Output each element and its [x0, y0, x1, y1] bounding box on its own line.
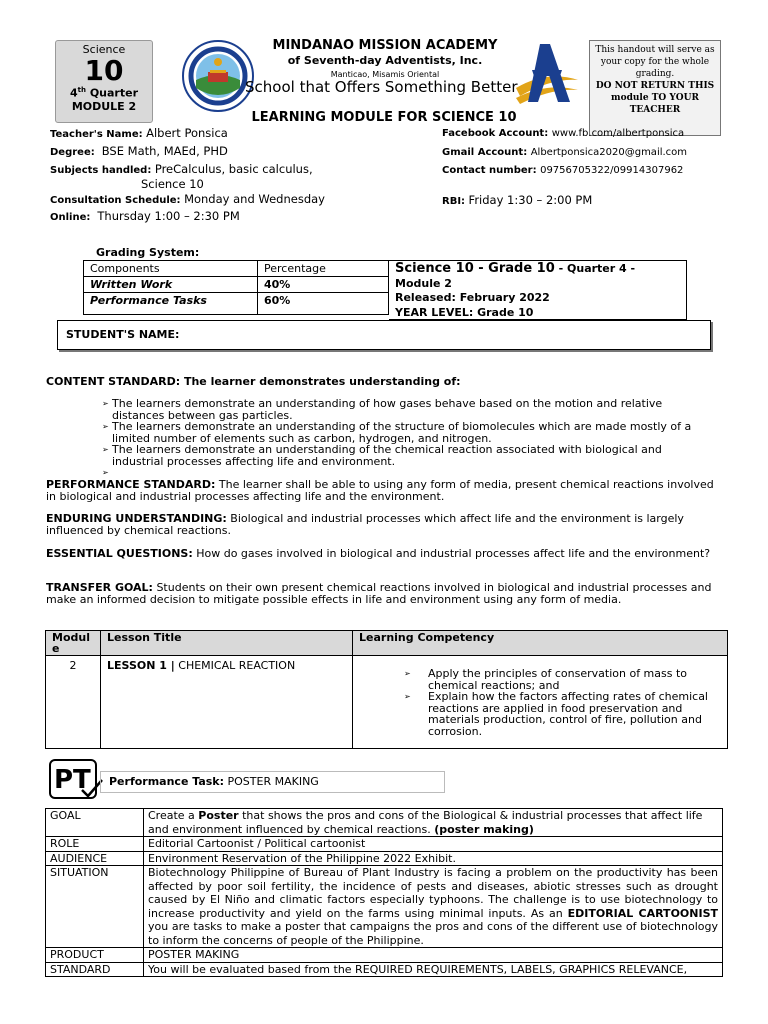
grasps-audience: Environment Reservation of the Philippine 2022 Exhibit. — [144, 851, 723, 866]
table-row — [46, 866, 723, 948]
content-standard-list — [102, 398, 712, 478]
consultation-row: Consultation Schedule: Monday and Wednesday — [50, 192, 325, 206]
table-row — [46, 948, 723, 963]
performance-task-box: Performance Task: POSTER MAKING — [100, 771, 445, 793]
badge-subject: Science — [82, 43, 126, 56]
release-year-level: YEAR LEVEL: Grade 10 — [395, 305, 534, 319]
table-row — [46, 962, 723, 977]
grading-label: Grading System: — [96, 246, 200, 259]
table-header: Lesson Title — [101, 631, 353, 656]
svg-text:PT: PT — [54, 765, 91, 795]
facebook-link[interactable]: www.fb.com/albertponsica — [551, 128, 685, 139]
school-location: Manticao, Misamis Oriental — [330, 70, 440, 79]
transfer-goal: TRANSFER GOAL: Students on their own present chemical reactions involved in biological and industrial processes and make an informed decision to mitigate possible effects in life and environment using any form of media. — [46, 581, 712, 606]
badge-quarter: 4th Quarter — [69, 86, 138, 100]
release-date: Released: February 2022 — [395, 291, 550, 304]
competency-list — [404, 668, 721, 737]
essential-questions: ESSENTIAL QUESTIONS: How do gases involved in biological and industrial processes affect life and the environment? — [46, 547, 711, 560]
table-header: Learning Competency — [353, 631, 728, 656]
badge-grade: 10 — [84, 54, 124, 87]
facebook-row: Facebook Account: www.fb.com/albertponsica — [442, 128, 685, 139]
school-org: of Seventh-day Adventists, Inc. — [287, 54, 483, 67]
table-row — [46, 656, 728, 749]
note-line2: DO NOT RETURN THIS module TO YOUR TEACHER — [595, 81, 715, 115]
grasps-key: GOAL — [46, 809, 144, 837]
grading-header-row — [84, 261, 389, 277]
grade-badge — [55, 40, 153, 123]
content-standard-heading: CONTENT STANDARD: The learner demonstrates understanding of: — [46, 375, 461, 388]
performance-task-icon — [48, 758, 104, 800]
grading-row — [84, 277, 389, 293]
grasps-key: AUDIENCE — [46, 851, 144, 866]
note-line1: This handout will serve as your copy for the whole grading. — [595, 45, 715, 79]
grading-cell: 40% — [258, 277, 389, 293]
grading-cell: 60% — [258, 293, 389, 315]
grading-cell: Written Work — [84, 277, 258, 293]
list-item: ➢ The learners demonstrate an understanding of the structure of biomolecules which are made mostly of a limited number of elements such as carbon, hydrogen, and nitrogen. — [102, 421, 712, 444]
adventist-logo — [512, 40, 582, 110]
rbi-row: RBI: Friday 1:30 – 2:00 PM — [442, 193, 593, 207]
module-title: LEARNING MODULE FOR SCIENCE 10 — [251, 110, 517, 125]
online-row: Online: Thursday 1:00 – 2:30 PM — [50, 209, 240, 223]
lesson-table — [45, 630, 728, 749]
list-item: ➢ The learners demonstrate an understanding of how gases behave based on the motion and relative distances between gas particles. — [102, 398, 712, 421]
list-item: ➢ The learners demonstrate an understanding of the chemical reaction associated with biological and industrial processes affecting life and environment. — [102, 444, 712, 467]
student-name-box[interactable] — [57, 320, 711, 350]
lesson-title-cell: LESSON 1 | CHEMICAL REACTION — [101, 656, 353, 749]
subjects-line2: Science 10 — [141, 177, 204, 191]
gmail-row: Gmail Account: Albertponsica2020@gmail.com — [442, 147, 688, 158]
grasps-product: POSTER MAKING — [144, 948, 723, 963]
list-item — [102, 467, 712, 478]
grasps-key: STANDARD — [46, 962, 144, 977]
contact-row: Contact number: 09756705322/09914307962 — [442, 165, 684, 176]
grading-cell: Components — [84, 261, 258, 277]
competency-cell — [353, 656, 728, 749]
list-item: ➢ Apply the principles of conservation of mass to chemical reactions; and — [404, 668, 721, 691]
grasps-situation: Biotechnology Philippine of Bureau of Plant Industry is facing a problem on the productivity has been affected by poor soil fertility, the incidence of pests and diseases, abiotic stresses such as drought caused by El Niño and climatic factors especially typhoons. The challenge is to use biotechnology to increase productivity and yield on the farms using minimal inputs. As an EDITORIAL CARTOONIST you are tasks to make a poster that campaigns the pros and cons of the different use of biotechnology to inform the concerns of people of the Philippine. — [144, 866, 723, 948]
school-seal-logo — [182, 40, 254, 112]
grasps-role: Editorial Cartoonist / Political cartoonist — [144, 837, 723, 852]
grading-cell: Performance Tasks — [84, 293, 258, 315]
grasps-table — [45, 808, 723, 977]
grasps-key: PRODUCT — [46, 948, 144, 963]
release-title: Science 10 - Grade 10 — [395, 261, 555, 276]
school-motto: School that Offers Something Better — [245, 78, 518, 96]
table-row — [46, 851, 723, 866]
grasps-standard: You will be evaluated based from the REQUIRED REQUIREMENTS, LABELS, GRAPHICS RELEVANCE, — [144, 962, 723, 977]
table-header: Module — [46, 631, 101, 656]
school-name: MINDANAO MISSION ACADEMY — [272, 38, 498, 53]
grading-cell: Percentage — [258, 261, 389, 277]
degree-row: Degree: BSE Math, MAEd, PHD — [50, 144, 228, 158]
lesson-header-row — [46, 631, 728, 656]
table-row — [46, 809, 723, 837]
teacher-name-row: Teacher's Name: Albert Ponsica — [50, 126, 228, 140]
grasps-key: ROLE — [46, 837, 144, 852]
badge-module: MODULE 2 — [71, 99, 137, 113]
subjects-row: Subjects handled: PreCalculus, basic calculus, — [50, 162, 313, 176]
grading-row — [84, 293, 389, 315]
grasps-key: SITUATION — [46, 866, 144, 948]
grading-table — [83, 260, 389, 315]
release-info: Science 10 - Grade 10 - Quarter 4 - Module 2 Released: February 2022 YEAR LEVEL: Grade 10 — [389, 260, 687, 320]
student-name-label: STUDENT'S NAME: — [66, 328, 180, 341]
list-item: ➢ Explain how the factors affecting rates of chemical reactions are applied in food preservation and materials production, control of fire, pollution and corrosion. — [404, 691, 721, 737]
module-number: 2 — [46, 656, 101, 749]
handout-note — [589, 40, 721, 136]
performance-standard: PERFORMANCE STANDARD: The learner shall be able to using any form of media, present chemical reactions involved in biological and industrial processes affecting life and the environment. — [46, 478, 714, 503]
table-row — [46, 837, 723, 852]
grasps-goal: Create a Poster that shows the pros and cons of the Biological & industrial processes that affect life and environment influenced by chemical reactions. (poster making) — [144, 809, 723, 837]
release-module: Module 2 — [395, 276, 452, 290]
enduring-understanding: ENDURING UNDERSTANDING: Biological and industrial processes which affect life and the environment is largely influenced by chemical reactions. — [46, 512, 684, 537]
